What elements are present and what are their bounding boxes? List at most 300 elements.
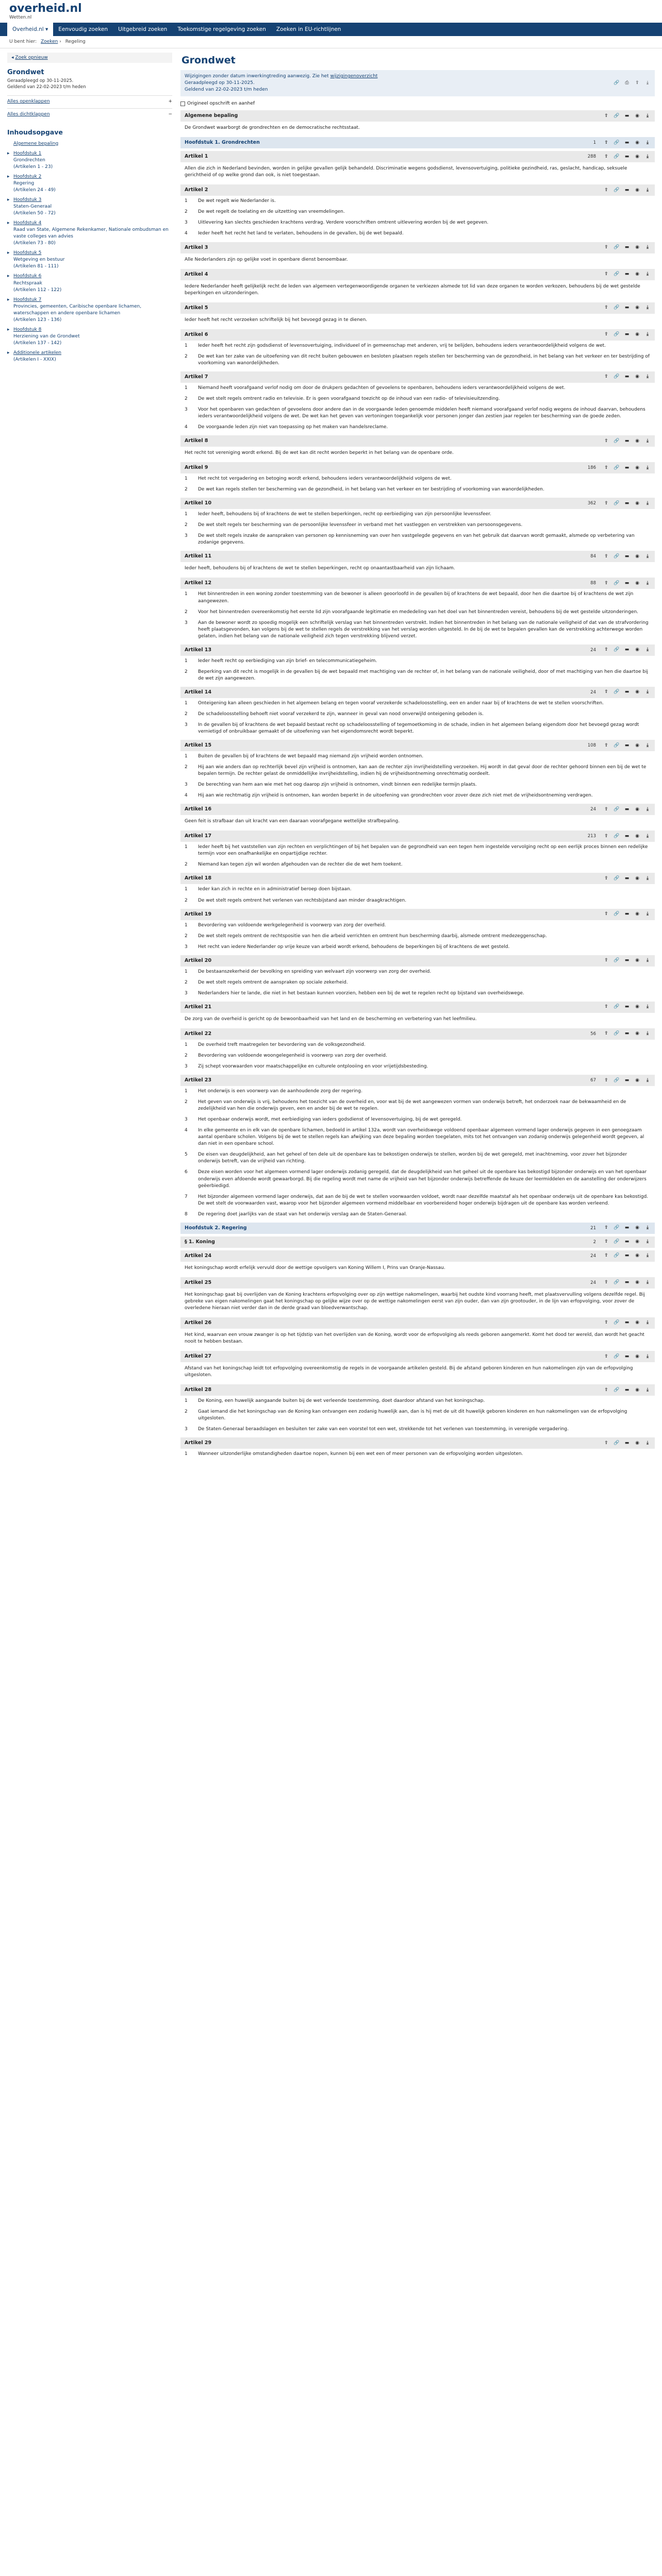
toc-item-link[interactable]: Hoofdstuk 6 bbox=[13, 274, 42, 279]
expand-icon[interactable]: ▸ bbox=[7, 350, 10, 355]
expand-icon[interactable]: ▸ bbox=[7, 197, 10, 203]
main-nav bbox=[0, 23, 662, 36]
paragraph-number: 2 bbox=[185, 209, 188, 215]
article-header[interactable] bbox=[180, 329, 655, 341]
article-header[interactable] bbox=[180, 1223, 655, 1234]
expand-icon[interactable]: ▸ bbox=[7, 150, 10, 156]
article-header[interactable] bbox=[180, 1317, 655, 1329]
article-header[interactable] bbox=[180, 1250, 655, 1262]
link-icon[interactable]: 🔗 bbox=[614, 1077, 620, 1083]
link-icon[interactable]: 🔗 bbox=[614, 332, 620, 337]
link-icon[interactable]: 🔗 bbox=[614, 1031, 620, 1037]
paragraph-number: 1 bbox=[185, 343, 188, 348]
article-header[interactable] bbox=[180, 1236, 655, 1248]
paragraph-text: Hij aan wie rechtmatig zijn vrijheid is ontnomen, kan worden beperkt in de uitoefening van grondrechten voor zover deze zich niet met de vrijheidsontneming verdragen. bbox=[198, 793, 593, 799]
article-paragraph bbox=[180, 383, 655, 394]
paragraph-text: Hij aan wie anders dan op rechterlijk bevel zijn vrijheid is ontnomen, kan aan de rechter zijn invrijheidstelling verzoeken. Hij wordt in dat geval door de rechter gehoord binnen een bij de wet te bepalen termijn. De rechter gelast de onmiddellijke invrijheidstelling, indien hij de vrijheidsontneming onrechtmatig oordeelt. bbox=[198, 765, 647, 777]
download-icon[interactable]: ⤓ bbox=[647, 1225, 649, 1231]
share-icon[interactable]: ⇪ bbox=[604, 875, 608, 881]
share-icon[interactable]: ⇪ bbox=[604, 1320, 608, 1326]
collapse-all-link[interactable]: Alles dichtklappen bbox=[7, 111, 50, 117]
expand-icon[interactable]: ▸ bbox=[7, 174, 10, 179]
article-title: Artikel 7 bbox=[185, 374, 208, 380]
link-icon[interactable]: 🔗 bbox=[614, 244, 620, 250]
expand-icon[interactable]: ▸ bbox=[7, 297, 10, 302]
share-icon[interactable]: ⇪ bbox=[604, 958, 608, 963]
plus-icon[interactable]: + bbox=[168, 99, 172, 105]
article-header[interactable] bbox=[180, 498, 655, 509]
link-icon[interactable]: 🔗 bbox=[614, 465, 620, 470]
comment-icon[interactable]: ▬ bbox=[624, 833, 630, 839]
eye-icon[interactable]: ◉ bbox=[635, 1387, 639, 1393]
paragraph-number: 2 bbox=[185, 979, 188, 985]
link-icon[interactable]: 🔗 bbox=[614, 187, 620, 193]
eye-icon[interactable]: ◉ bbox=[635, 911, 639, 917]
toc-item-link[interactable]: Hoofdstuk 5 bbox=[13, 250, 42, 256]
eye-icon[interactable]: ◉ bbox=[635, 742, 639, 748]
comment-icon[interactable]: ▬ bbox=[624, 647, 630, 653]
comment-icon[interactable]: ▬ bbox=[624, 1225, 630, 1231]
article-title: Artikel 22 bbox=[185, 1030, 212, 1037]
share-icon[interactable]: ⇪ bbox=[604, 187, 608, 193]
link-icon[interactable]: 🔗 bbox=[614, 1225, 620, 1231]
article-header[interactable] bbox=[180, 242, 655, 253]
article-header[interactable] bbox=[180, 302, 655, 314]
download-icon[interactable]: ⤓ bbox=[647, 806, 649, 812]
download-icon[interactable]: ⤓ bbox=[647, 875, 649, 881]
comment-icon[interactable]: ▬ bbox=[624, 1004, 630, 1010]
download-icon[interactable]: ⤓ bbox=[647, 1440, 649, 1446]
comment-icon[interactable]: ▬ bbox=[624, 911, 630, 917]
download-icon[interactable]: ⤓ bbox=[647, 113, 649, 118]
toc-item[interactable] bbox=[7, 325, 172, 348]
eye-icon[interactable]: ◉ bbox=[635, 1280, 639, 1285]
link-icon[interactable]: 🔗 bbox=[614, 806, 620, 812]
expand-all-link[interactable]: Alles openklappen bbox=[7, 99, 50, 105]
download-icon[interactable]: ⤓ bbox=[647, 374, 649, 380]
download-icon[interactable]: ⤓ bbox=[647, 438, 649, 444]
article-header[interactable] bbox=[180, 269, 655, 280]
comment-icon[interactable]: ▬ bbox=[624, 244, 630, 250]
share-icon[interactable]: ⇪ bbox=[604, 500, 608, 506]
share-icon[interactable]: ⇪ bbox=[604, 140, 608, 145]
toc-item-link[interactable]: Algemene bepaling bbox=[13, 141, 59, 146]
article-header[interactable] bbox=[180, 110, 655, 122]
eye-icon[interactable]: ◉ bbox=[635, 332, 639, 337]
share-icon[interactable]: ⇪ bbox=[604, 689, 608, 695]
comment-icon[interactable]: ▬ bbox=[624, 1353, 630, 1359]
link-icon[interactable]: 🔗 bbox=[614, 1353, 620, 1359]
download-icon[interactable]: ⤓ bbox=[647, 332, 649, 337]
download-icon[interactable]: ⤓ bbox=[647, 833, 649, 839]
download-icon[interactable]: ⤓ bbox=[647, 647, 649, 653]
expand-icon[interactable]: ▸ bbox=[7, 327, 10, 332]
link-icon[interactable]: 🔗 bbox=[614, 875, 620, 881]
eye-icon[interactable]: ◉ bbox=[635, 1239, 639, 1245]
article-header[interactable] bbox=[180, 137, 655, 148]
toc-item[interactable] bbox=[7, 139, 172, 149]
comment-icon[interactable]: ▬ bbox=[624, 958, 630, 963]
article-header[interactable] bbox=[180, 1075, 655, 1086]
article-header[interactable] bbox=[180, 909, 655, 920]
download-icon[interactable]: ⤓ bbox=[647, 958, 649, 963]
comment-icon[interactable]: ▬ bbox=[624, 465, 630, 470]
info-toolbar bbox=[614, 73, 651, 93]
article-title: Artikel 17 bbox=[185, 833, 212, 839]
article-header[interactable] bbox=[180, 687, 655, 698]
comment-icon[interactable]: ▬ bbox=[624, 689, 630, 695]
eye-icon[interactable]: ◉ bbox=[635, 140, 639, 145]
comment-icon[interactable]: ▬ bbox=[624, 1387, 630, 1393]
changes-overview-link[interactable]: wijzigingenoverzicht bbox=[330, 74, 378, 79]
paragraph-number: 2 bbox=[185, 1099, 188, 1105]
link-icon[interactable]: 🔗 bbox=[614, 689, 620, 695]
share-icon[interactable]: ⇪ bbox=[604, 438, 608, 444]
article-header[interactable] bbox=[180, 578, 655, 589]
link-icon[interactable]: 🔗 bbox=[614, 140, 620, 145]
comment-icon[interactable]: ▬ bbox=[624, 1239, 630, 1245]
comment-icon[interactable]: ▬ bbox=[624, 1031, 630, 1037]
share-icon[interactable]: ⇪ bbox=[604, 833, 608, 839]
article-header[interactable] bbox=[180, 831, 655, 842]
nav-item[interactable]: Toekomstige regelgeving zoeken bbox=[177, 26, 266, 32]
link-icon[interactable]: 🔗 bbox=[614, 154, 620, 159]
download-icon[interactable]: ⤓ bbox=[647, 1280, 649, 1285]
share-icon[interactable]: ⇪ bbox=[604, 332, 608, 337]
eye-icon[interactable]: ◉ bbox=[635, 374, 639, 380]
article-text: Afstand van het koningschap leidt tot erfopvolging overeenkomstig de regels in de voorgaande artikelen gesteld. Bij de afstand geboren kinderen en hun nakomelingen zijn van de erfopvolging uitgesloten. bbox=[185, 1366, 633, 1378]
sidebar-title: Grondwet bbox=[7, 69, 44, 76]
paragraph-number: 5 bbox=[185, 1152, 188, 1158]
paragraph-number: 4 bbox=[185, 425, 188, 430]
article-header[interactable] bbox=[180, 873, 655, 884]
paragraph-number: 1 bbox=[185, 887, 188, 892]
eye-icon[interactable]: ◉ bbox=[635, 1440, 639, 1446]
share-icon[interactable]: ⇪ bbox=[604, 1239, 608, 1245]
paragraph-text: Wanneer uitzonderlijke omstandigheden daartoe nopen, kunnen bij een wet een of meer personen van de erfopvolging worden uitgesloten. bbox=[198, 1451, 523, 1457]
breadcrumb-link-search[interactable]: Zoeken bbox=[40, 39, 58, 44]
expand-icon[interactable]: ▸ bbox=[7, 250, 10, 256]
eye-icon[interactable]: ◉ bbox=[635, 1004, 639, 1010]
article-header[interactable] bbox=[180, 1028, 655, 1040]
toc-item-link[interactable]: Hoofdstuk 8 bbox=[13, 327, 42, 332]
eye-icon[interactable]: ◉ bbox=[635, 689, 639, 695]
download-icon[interactable]: ⤓ bbox=[647, 1077, 649, 1083]
back-arrow-icon: ◂ bbox=[11, 55, 14, 60]
download-icon[interactable]: ⤓ bbox=[647, 465, 649, 470]
eye-icon[interactable]: ◉ bbox=[635, 580, 639, 586]
download-icon[interactable]: ⤓ bbox=[647, 689, 649, 695]
paragraph-number: 2 bbox=[185, 897, 188, 903]
share-icon[interactable]: ⇪ bbox=[604, 1031, 608, 1037]
article-header[interactable] bbox=[180, 551, 655, 562]
toc-item-text bbox=[13, 220, 172, 247]
download-icon[interactable]: ⤓ bbox=[647, 742, 649, 748]
toc-item[interactable] bbox=[7, 218, 172, 248]
original-title-toggle[interactable] bbox=[180, 100, 655, 107]
paragraph-number: 4 bbox=[185, 793, 188, 799]
paragraph-text: De wet kan ter zake van de uitoefening van dit recht buiten gebouwen en besloten plaatsen regels stellen ter bescherming van de gezondheid, in het belang van het verkeer en ter bestrijding of voorkoming van wanordelijkheden. bbox=[198, 353, 650, 366]
toc-item-link[interactable]: Hoofdstuk 1 bbox=[13, 150, 42, 156]
article-header[interactable] bbox=[180, 1437, 655, 1449]
expand-icon[interactable]: ▸ bbox=[7, 274, 10, 279]
eye-icon[interactable]: ◉ bbox=[635, 272, 639, 277]
article-toolbar bbox=[603, 875, 651, 882]
download-icon[interactable]: ⤓ bbox=[647, 140, 649, 145]
comment-icon[interactable]: ▬ bbox=[624, 500, 630, 506]
paragraph-number: 2 bbox=[185, 1053, 188, 1058]
article-toolbar bbox=[603, 1353, 651, 1360]
eye-icon[interactable]: ◉ bbox=[635, 1225, 639, 1231]
eye-icon[interactable]: ◉ bbox=[635, 647, 639, 653]
article-header[interactable] bbox=[180, 955, 655, 967]
download-icon[interactable]: ⤓ bbox=[647, 154, 649, 159]
article-header[interactable] bbox=[180, 1277, 655, 1289]
comment-icon[interactable]: ▬ bbox=[624, 140, 630, 145]
toc-item-link[interactable]: Hoofdstuk 3 bbox=[13, 197, 42, 203]
toc-item[interactable] bbox=[7, 295, 172, 325]
paragraph-text: Buiten de gevallen bij of krachtens de wet bepaald mag niemand zijn vrijheid worden ontnomen. bbox=[198, 754, 424, 759]
toc-item-link[interactable]: Hoofdstuk 2 bbox=[13, 174, 42, 179]
toc-item[interactable] bbox=[7, 248, 172, 272]
eye-icon[interactable]: ◉ bbox=[635, 500, 639, 506]
site-logo[interactable]: overheid.nl bbox=[9, 2, 82, 15]
link-icon[interactable]: 🔗 bbox=[614, 833, 620, 839]
link-icon[interactable]: 🔗 bbox=[614, 647, 620, 653]
link-icon[interactable]: 🔗 bbox=[614, 1387, 620, 1393]
paragraph-number: 7 bbox=[185, 1194, 188, 1199]
share-icon[interactable]: ⇪ bbox=[604, 553, 608, 559]
article-text: Alle Nederlanders zijn op gelijke voet in openbare dienst benoembaar. bbox=[185, 257, 348, 262]
expand-icon[interactable] bbox=[7, 141, 13, 147]
share-icon[interactable]: ⇪ bbox=[604, 911, 608, 917]
comment-icon[interactable]: ▬ bbox=[624, 374, 630, 380]
eye-icon[interactable]: ◉ bbox=[635, 187, 639, 193]
share-icon[interactable]: ⇪ bbox=[604, 1280, 608, 1285]
comment-icon[interactable]: ▬ bbox=[624, 1253, 630, 1259]
share-icon[interactable]: ⇪ bbox=[604, 1387, 608, 1393]
eye-icon[interactable]: ◉ bbox=[635, 806, 639, 812]
comment-icon[interactable]: ▬ bbox=[624, 113, 630, 118]
comment-icon[interactable]: ▬ bbox=[624, 1280, 630, 1285]
comment-icon[interactable]: ▬ bbox=[624, 332, 630, 337]
comment-icon[interactable]: ▬ bbox=[624, 1440, 630, 1446]
nav-item[interactable]: Eenvoudig zoeken bbox=[58, 26, 108, 32]
article-header[interactable] bbox=[180, 435, 655, 447]
share-icon[interactable]: ⇪ bbox=[604, 806, 608, 812]
share-icon[interactable]: ⇪ bbox=[604, 465, 608, 470]
share-icon[interactable]: ⇪ bbox=[635, 80, 639, 86]
download-icon[interactable]: ⤓ bbox=[647, 80, 649, 86]
eye-icon[interactable]: ◉ bbox=[635, 1253, 639, 1259]
share-icon[interactable]: ⇪ bbox=[604, 305, 608, 311]
comment-icon[interactable]: ▬ bbox=[624, 875, 630, 881]
checkbox-icon[interactable] bbox=[180, 101, 185, 106]
eye-icon[interactable]: ◉ bbox=[635, 1077, 639, 1083]
toc-item-link[interactable]: Hoofdstuk 4 bbox=[13, 221, 42, 226]
download-icon[interactable]: ⤓ bbox=[647, 1004, 649, 1010]
minus-icon[interactable]: − bbox=[168, 111, 172, 117]
share-icon[interactable]: ⇪ bbox=[604, 742, 608, 748]
eye-icon[interactable]: ◉ bbox=[635, 1031, 639, 1037]
nav-item[interactable]: Overheid.nl ▾ bbox=[7, 23, 53, 36]
link-icon[interactable]: 🔗 bbox=[614, 1320, 620, 1326]
comment-icon[interactable]: ▬ bbox=[624, 305, 630, 311]
link-icon[interactable]: 🔗 bbox=[614, 500, 620, 506]
link-icon[interactable]: 🔗 bbox=[614, 305, 620, 311]
toc-item-link[interactable]: Hoofdstuk 7 bbox=[13, 297, 42, 302]
link-icon[interactable]: 🔗 bbox=[614, 742, 620, 748]
download-icon[interactable]: ⤓ bbox=[647, 500, 649, 506]
link-icon[interactable]: 🔗 bbox=[614, 1004, 620, 1010]
article-header[interactable] bbox=[180, 1384, 655, 1396]
eye-icon[interactable]: ◉ bbox=[635, 1353, 639, 1359]
link-icon[interactable]: 🔗 bbox=[614, 958, 620, 963]
comment-icon[interactable]: ▬ bbox=[624, 187, 630, 193]
paragraph-text: De wet regelt wie Nederlander is. bbox=[198, 198, 276, 204]
download-icon[interactable]: ⤓ bbox=[647, 1320, 649, 1326]
download-icon[interactable]: ⤓ bbox=[647, 1239, 649, 1245]
comment-icon[interactable]: ▬ bbox=[624, 154, 630, 159]
paragraph-number: 2 bbox=[185, 862, 188, 868]
comment-icon[interactable]: ▬ bbox=[624, 438, 630, 444]
comment-icon[interactable]: ▬ bbox=[624, 272, 630, 277]
download-icon[interactable]: ⤓ bbox=[647, 553, 649, 559]
original-title-label: Origineel opschrift en aanhef bbox=[187, 101, 255, 107]
share-icon[interactable]: ⇪ bbox=[604, 244, 608, 250]
share-icon[interactable]: ⇪ bbox=[604, 1077, 608, 1083]
comment-icon[interactable]: ▬ bbox=[624, 1077, 630, 1083]
toc-item-subtitle: Provincies, gemeenten, Caribische openbare lichamen, waterschappen en andere openbare lichamen bbox=[13, 303, 142, 316]
link-icon[interactable]: 🔗 bbox=[614, 1239, 620, 1245]
toc-item-subtitle: Staten-Generaal bbox=[13, 204, 52, 210]
download-icon[interactable]: ⤓ bbox=[647, 1253, 649, 1259]
paragraph-number: 3 bbox=[185, 533, 188, 539]
download-icon[interactable]: ⤓ bbox=[647, 305, 649, 311]
link-icon[interactable]: 🔗 bbox=[614, 438, 620, 444]
comment-icon[interactable]: ▬ bbox=[624, 553, 630, 559]
comment-icon[interactable]: ▬ bbox=[624, 580, 630, 586]
download-icon[interactable]: ⤓ bbox=[647, 1353, 649, 1359]
share-icon[interactable]: ⇪ bbox=[604, 1225, 608, 1231]
eye-icon[interactable]: ◉ bbox=[635, 113, 639, 118]
search-again-link[interactable]: Zoek opnieuw bbox=[15, 55, 48, 60]
download-icon[interactable]: ⤓ bbox=[647, 1031, 649, 1037]
share-icon[interactable]: ⇪ bbox=[604, 647, 608, 653]
comment-icon[interactable]: ▬ bbox=[624, 806, 630, 812]
article-paragraph bbox=[180, 531, 655, 548]
eye-icon[interactable]: ◉ bbox=[635, 553, 639, 559]
paragraph-number: 2 bbox=[185, 396, 188, 401]
download-icon[interactable]: ⤓ bbox=[647, 187, 649, 193]
article-title: Artikel 9 bbox=[185, 465, 208, 471]
article-toolbar bbox=[588, 742, 651, 749]
link-icon[interactable]: 🔗 bbox=[614, 911, 620, 917]
eye-icon[interactable]: ◉ bbox=[635, 1320, 639, 1326]
download-icon[interactable]: ⤓ bbox=[647, 911, 649, 917]
share-icon[interactable]: ⇪ bbox=[604, 1440, 608, 1446]
article-header[interactable] bbox=[180, 645, 655, 656]
download-icon[interactable]: ⤓ bbox=[647, 272, 649, 277]
link-icon[interactable]: 🔗 bbox=[614, 580, 620, 586]
eye-icon[interactable]: ◉ bbox=[635, 154, 639, 159]
eye-icon[interactable]: ◉ bbox=[635, 875, 639, 881]
article-header[interactable] bbox=[180, 740, 655, 751]
share-icon[interactable]: ⇪ bbox=[604, 580, 608, 586]
article-header[interactable] bbox=[180, 1351, 655, 1362]
article-paragraph bbox=[180, 217, 655, 228]
toc-item-text bbox=[13, 350, 172, 363]
link-icon[interactable]: 🔗 bbox=[614, 1280, 620, 1285]
eye-icon[interactable]: ◉ bbox=[635, 305, 639, 311]
comment-icon[interactable]: ▬ bbox=[624, 1320, 630, 1326]
link-icon[interactable]: 🔗 bbox=[614, 1253, 620, 1259]
article-paragraph bbox=[180, 1050, 655, 1061]
link-icon[interactable]: 🔗 bbox=[614, 374, 620, 380]
link-icon[interactable]: 🔗 bbox=[614, 272, 620, 277]
article-paragraph bbox=[180, 656, 655, 667]
link-icon[interactable]: 🔗 bbox=[614, 80, 620, 86]
article-header[interactable] bbox=[180, 462, 655, 473]
share-icon[interactable]: ⇪ bbox=[604, 154, 608, 159]
download-icon[interactable]: ⤓ bbox=[647, 580, 649, 586]
download-icon[interactable]: ⤓ bbox=[647, 1387, 649, 1393]
article-toolbar bbox=[603, 1386, 651, 1394]
link-icon[interactable]: 🔗 bbox=[614, 553, 620, 559]
article-toolbar bbox=[590, 1225, 651, 1232]
eye-icon[interactable]: ◉ bbox=[635, 438, 639, 444]
link-icon[interactable]: 🔗 bbox=[614, 1440, 620, 1446]
toc-item-range: (Artikelen 50 - 72) bbox=[13, 211, 56, 216]
share-icon[interactable]: ⇪ bbox=[604, 272, 608, 277]
nav-item[interactable]: Uitgebreid zoeken bbox=[118, 26, 168, 32]
eye-icon[interactable]: ◉ bbox=[635, 958, 639, 963]
toc-item-link[interactable]: Additionele artikelen bbox=[13, 350, 62, 355]
share-icon[interactable]: ⇪ bbox=[604, 374, 608, 380]
article-toolbar bbox=[590, 1279, 651, 1286]
share-icon[interactable]: ⇪ bbox=[604, 113, 608, 118]
paragraph-text: De overheid treft maatregelen ter bevordering van de volksgezondheid. bbox=[198, 1042, 366, 1047]
article-title: Artikel 11 bbox=[185, 553, 212, 560]
toc-item-range: (Artikelen 73 - 80) bbox=[13, 241, 56, 246]
eye-icon[interactable]: ◉ bbox=[635, 244, 639, 250]
toc-item[interactable] bbox=[7, 348, 172, 365]
link-icon[interactable]: 🔗 bbox=[614, 113, 620, 118]
print-icon[interactable]: ⎙ bbox=[625, 80, 629, 86]
toc-item[interactable] bbox=[7, 195, 172, 218]
article-paragraph bbox=[180, 1086, 655, 1097]
toc-item[interactable] bbox=[7, 172, 172, 195]
eye-icon[interactable]: ◉ bbox=[635, 465, 639, 470]
paragraph-number: 3 bbox=[185, 1427, 188, 1432]
toc-item[interactable] bbox=[7, 149, 172, 172]
download-icon[interactable]: ⤓ bbox=[647, 244, 649, 250]
eye-icon[interactable]: ◉ bbox=[635, 833, 639, 839]
article-header[interactable] bbox=[180, 184, 655, 196]
article-header[interactable] bbox=[180, 1002, 655, 1013]
toc-item[interactable] bbox=[7, 272, 172, 295]
article-header[interactable] bbox=[180, 151, 655, 162]
nav-item[interactable]: Zoeken in EU-richtlijnen bbox=[276, 26, 341, 32]
share-icon[interactable]: ⇪ bbox=[604, 1253, 608, 1259]
article-header[interactable] bbox=[180, 804, 655, 815]
toc-item-subtitle: Raad van State, Algemene Rekenkamer, Nationale ombudsman en vaste colleges van advies bbox=[13, 227, 169, 240]
article-header[interactable] bbox=[180, 371, 655, 383]
comment-icon[interactable]: ▬ bbox=[624, 742, 630, 748]
share-icon[interactable]: ⇪ bbox=[604, 1353, 608, 1359]
expand-icon[interactable]: ▸ bbox=[7, 221, 10, 226]
share-icon[interactable]: ⇪ bbox=[604, 1004, 608, 1010]
